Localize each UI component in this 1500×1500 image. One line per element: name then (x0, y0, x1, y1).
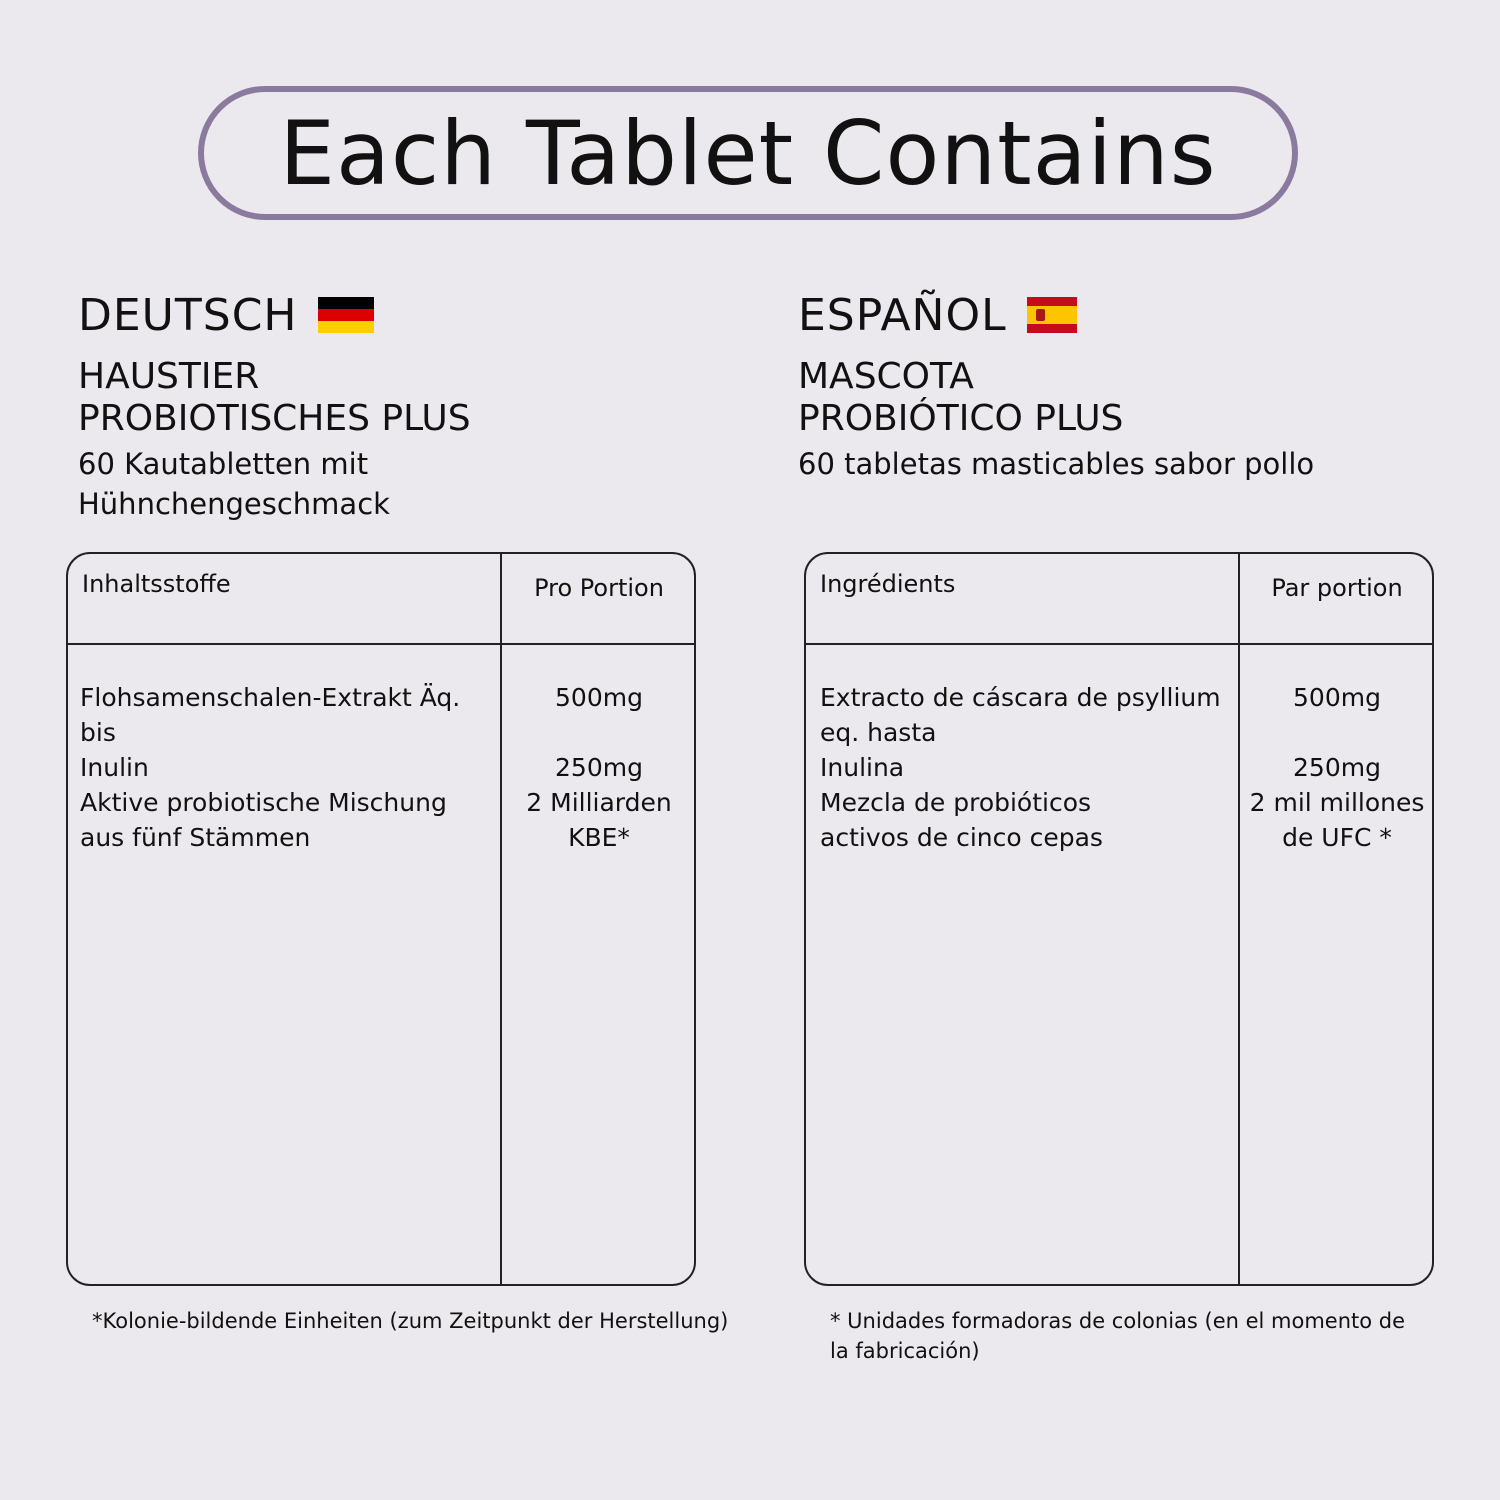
footnote-line: la fabricación) (830, 1339, 980, 1363)
ingredient-line: Flohsamenschalen-Extrakt Äq. (80, 683, 461, 712)
ingredient-line: aus fünf Stämmen (80, 823, 311, 852)
spain-flag-icon (1027, 297, 1077, 333)
amount-line: de UFC * (1282, 823, 1392, 852)
amount-line: 250mg (555, 753, 643, 782)
column-divider (1238, 554, 1240, 1284)
product-line: MASCOTA (798, 356, 974, 397)
germany-flag-icon (318, 297, 374, 333)
ingredient-list (80, 680, 460, 855)
language-name-de: DEUTSCH (78, 289, 298, 341)
amount-line: 250mg (1293, 753, 1381, 782)
subtitle-line: 60 Kautabletten mit (78, 447, 369, 481)
ingredient-line: Inulina (820, 753, 905, 782)
subtitle-line: 60 tabletas masticables sabor pollo (798, 447, 1315, 481)
language-heading-de (78, 288, 471, 342)
header-amount: Pro Portion (534, 574, 664, 602)
product-subtitle-es (798, 444, 1314, 484)
amount-line: 2 mil millones (1249, 788, 1425, 817)
language-heading-es (798, 288, 1314, 342)
footnote-es (830, 1306, 1420, 1366)
ingredient-list (820, 680, 1221, 855)
amount-spacer (1240, 715, 1434, 750)
ingredient-line: activos de cinco cepas (820, 823, 1103, 852)
spanish-section (798, 288, 1314, 484)
ingredient-line: Mezcla de probióticos (820, 788, 1092, 817)
footnote-de: *Kolonie-bildende Einheiten (zum Zeitpunkt der Herstellung) (92, 1309, 729, 1333)
product-name-es (798, 356, 1314, 440)
subtitle-line: Hühnchengeschmack (78, 487, 390, 521)
ingredients-table-es (804, 552, 1434, 1286)
product-subtitle-de (78, 444, 471, 524)
product-line: HAUSTIER (78, 356, 260, 397)
page-title: Each Tablet Contains (279, 101, 1217, 205)
amount-line: KBE* (568, 823, 630, 852)
ingredient-line: eq. hasta (820, 718, 937, 747)
amount-line: 2 Milliarden (526, 788, 672, 817)
product-line: PROBIOTISCHES PLUS (78, 398, 471, 439)
amount-list (502, 680, 696, 855)
header-divider (68, 643, 694, 645)
ingredients-table-de (66, 552, 696, 1286)
amount-line: 500mg (555, 683, 643, 712)
footnote-line: * Unidades formadoras de colonias (en el momento de (830, 1309, 1406, 1333)
header-ingredients: Inhaltsstoffe (82, 570, 231, 598)
header-ingredients: Ingrédients (820, 570, 956, 598)
german-section (78, 288, 471, 524)
amount-list (1240, 680, 1434, 855)
ingredient-line: Inulin (80, 753, 149, 782)
amount-line: 500mg (1293, 683, 1381, 712)
product-line: PROBIÓTICO PLUS (798, 398, 1124, 439)
column-divider (500, 554, 502, 1284)
product-name-de (78, 356, 471, 440)
header-amount: Par portion (1271, 574, 1403, 602)
language-name-es: ESPAÑOL (798, 289, 1007, 341)
ingredient-line: Extracto de cáscara de psyllium (820, 683, 1221, 712)
title-banner (198, 86, 1298, 220)
ingredient-line: bis (80, 718, 116, 747)
ingredient-line: Aktive probiotische Mischung (80, 788, 447, 817)
amount-spacer (502, 715, 696, 750)
header-divider (806, 643, 1432, 645)
